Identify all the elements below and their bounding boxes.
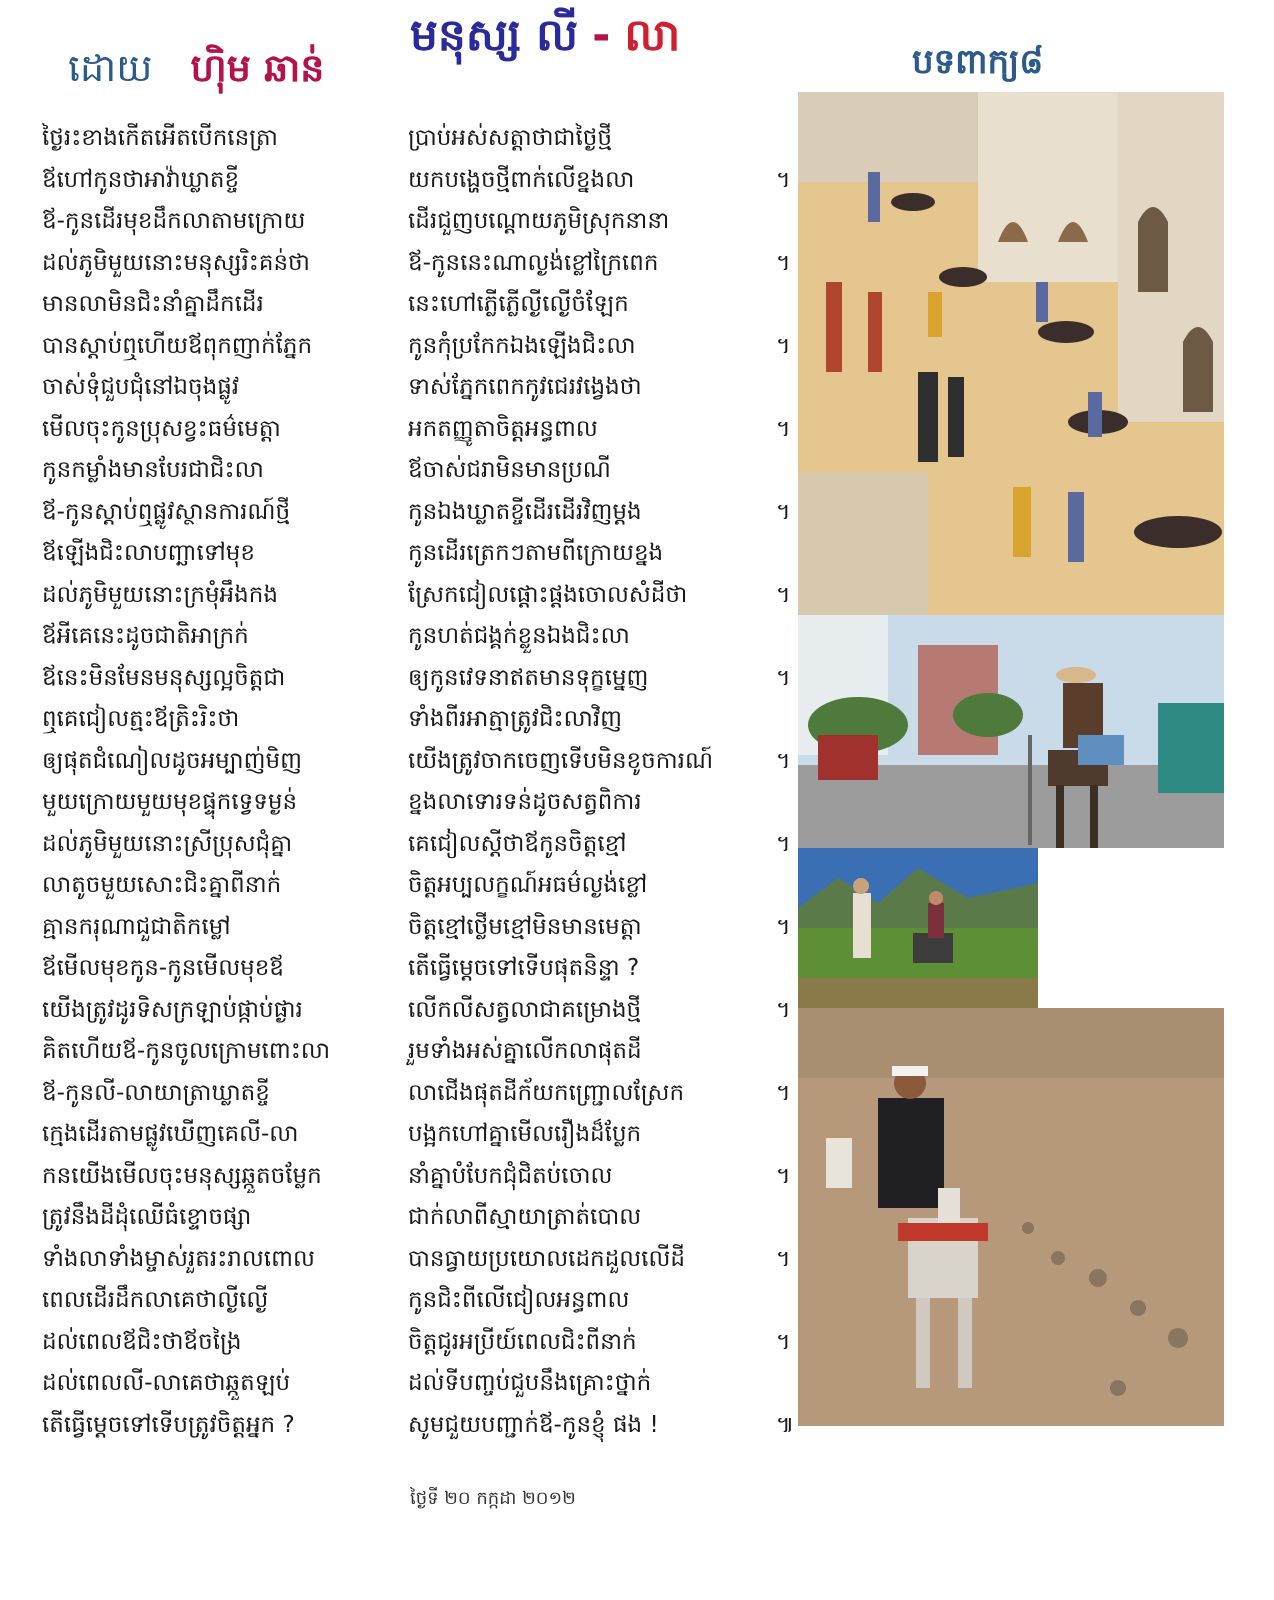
poem-line-punct: ។ [776, 582, 791, 608]
poem-line-left: ឲ្យផុតជំណៀលដូចអម្បាញ់មិញ [42, 747, 302, 774]
poem-line [42, 1363, 802, 1405]
poem-line-right: បានធ្វាយប្រយោលដេកដួលលើដី [408, 1245, 685, 1272]
poem-line [42, 1031, 802, 1073]
poem-line [42, 409, 802, 451]
poem-line-punct: ។ [776, 748, 791, 774]
poem-line [42, 1156, 802, 1198]
poem [42, 118, 802, 1446]
poem-line-right: យកបង្ហេចថ្មីពាក់លើខ្នងលា [408, 166, 635, 193]
poem-line-punct: ។ [776, 1163, 791, 1189]
poem-line-punct: ។ [776, 997, 791, 1023]
poem-line-punct: ។ [776, 914, 791, 940]
poem-line [42, 243, 802, 285]
poem-line-right: អកតញ្ញូតាចិត្តអន្ធពាល [408, 415, 598, 442]
poem-line [42, 284, 802, 326]
title-dash: - [592, 10, 611, 61]
poem-line-left: ដល់ភូមិមួយនោះក្រមុំអឹងកង [42, 581, 278, 608]
poem-line [42, 575, 802, 617]
poem-line [42, 367, 802, 409]
poem-line-right: ស្រែកជៀលផ្តោះផ្តងចោលសំដីថា [408, 581, 688, 608]
poem-line [42, 533, 802, 575]
poem-line [42, 865, 802, 907]
poem-line-punct: ។ [776, 250, 791, 276]
poem-line-right: ទាំងពីរអាត្មាត្រូវជិះលាវិញ [408, 706, 623, 732]
poem-line-left: លាតូចមួយសោះជិះគ្នាពីនាក់ [42, 872, 282, 898]
poem-line-left: ដល់ភូមិមួយនោះស្រីប្រុសជុំគ្នា [42, 830, 293, 857]
poem-line [42, 1280, 802, 1322]
poem-line-right: ចិត្តអប្បលក្ខណ៍អធម៌ល្ងង់ខ្លៅ [408, 872, 648, 898]
poem-line-right: តើធ្វើម្តេចទៅទើបផុតនិន្ទា ? [408, 955, 640, 981]
field-image [798, 848, 1038, 1008]
poem-line [42, 1405, 802, 1447]
poem-line-left: បានស្តាប់ឮហើយឪពុកញាក់ភ្នែក [42, 332, 313, 359]
poem-line-left: ឪ-កូនស្តាប់ឮផ្លូវស្ថានការណ៍ថ្មី [42, 498, 291, 525]
poem-line-punct: ។ [776, 1329, 791, 1355]
poem-line-right: នេះហៅភ្លើភ្លើល្ងីល្ងើចំឡែក [408, 291, 629, 317]
poem-line-left: មានលាមិនជិះនាំគ្នាដឹកដើរ [42, 291, 264, 317]
poem-line-right: ទាស់ភ្នែកពេកកូវជេរវង្វេងថា [408, 374, 642, 400]
poem-line [42, 948, 802, 990]
poem-line-left: ដល់ភូមិមួយនោះមនុស្សរិះគន់ថា [42, 249, 310, 276]
page-title [410, 8, 680, 72]
poem-line [42, 990, 802, 1032]
poem-line-right: កូនហត់ជង្គក់ខ្លួនឯងជិះលា [408, 623, 630, 649]
poem-date: ថ្ងៃទី ២០ កក្កដា ២០១២ [410, 1488, 576, 1509]
poem-line-left: ឪ-កូនដើរមុខដឹកលាតាមក្រោយ [42, 208, 306, 234]
poem-line-left: គិតហើយឪ-កូនចូលក្រោមពោះលា [42, 1038, 331, 1064]
poem-line [42, 450, 802, 492]
poem-line-left: ក្មេងដើរតាមផ្លូវឃើញគេលី-លា [42, 1121, 299, 1147]
poem-line-right: កូនកុំប្រកែកឯងឡើងជិះលា [408, 332, 636, 359]
poem-line-right: កូនដើរត្រេកៗតាមពីក្រោយខ្នង [408, 540, 664, 566]
poem-line [42, 326, 802, 368]
poem-line-right: រួមទាំងអស់គ្នាលើកលាផុតដី [408, 1038, 642, 1064]
poem-line-right: យើងត្រូវចាកចេញទើបមិនខូចការណ៍ [408, 747, 714, 774]
poem-line-left: ឪ-កូនលី-លាយាត្រាឃ្លាតខ្ចី [42, 1079, 270, 1106]
author-prefix: ដោយ [68, 46, 153, 90]
poem-line-punct: ។ [776, 831, 791, 857]
poem-line [42, 1114, 802, 1156]
poem-line-punct: ។ [776, 167, 791, 193]
poem-line-punct: ។ [776, 333, 791, 359]
poem-line [42, 658, 802, 700]
poem-line-right: សូមជួយបញ្ជាក់ឪ-កូនខ្ញុំ ផង ! [408, 1411, 659, 1438]
poem-line [42, 160, 802, 202]
poem-line-left: ពេលដើរដឹកលាគេថាល្ងីល្ងើ [42, 1287, 269, 1313]
poem-line [42, 1239, 802, 1281]
poem-line [42, 782, 802, 824]
poem-line-right: ប្រាប់អស់សត្តាថាជាថ្ងៃថ្មី [408, 125, 612, 151]
poem-line [42, 824, 802, 866]
poem-line [42, 1197, 802, 1239]
poem-line-right: នាំគ្នាបំបែកជុំជិតប់ចោល [408, 1162, 613, 1189]
poem-line-punct: ។ [776, 416, 791, 442]
author-name: ហ៊ិម ឆាន់ [190, 46, 325, 90]
poem-line-left: ឪអីគេនេះដូចជាតិអាក្រក់ [42, 623, 249, 649]
poem-line-right: កូនជិះពីលើជៀលអន្ធពាល [408, 1287, 630, 1313]
poem-line-left: គ្មានករុណាជួជាតិកម្លៅ [42, 913, 231, 940]
poem-line-right: លើកលីសត្វលាជាគម្រោងថ្មី [408, 996, 642, 1023]
poem-line-left: មួយក្រោយមួយមុខផ្ទុកទ្វេទម្ងន់ [42, 789, 298, 815]
poem-line-left: ទាំងលាទាំងម្ចាស់រួតរះរាលពោល [42, 1245, 315, 1272]
poem-line-right: ចិត្តជូរអប្រីយ៍ពេលជិះពីនាក់ [408, 1328, 637, 1355]
title-part1: មនុស្ស លី [410, 10, 579, 61]
poem-line-punct: ។ [776, 1246, 791, 1272]
poem-line-left: ដល់ពេលឪជិះថាឪចង្រៃ [42, 1328, 242, 1355]
poem-line-left: តើធ្វើម្តេចទៅទើបត្រូវចិត្តអ្នក ? [42, 1411, 295, 1438]
poem-line-left: កូនកម្លាំងមានបែរជាជិះលា [42, 457, 264, 483]
poem-line-left: មើលចុះកូនប្រុសខ្វះធម៌មេត្តា [42, 415, 281, 442]
poem-line-left: កនយើងមើលចុះមនុស្សឆ្កួតចម្លែក [42, 1162, 322, 1189]
poem-line-left: ថ្ងៃរះខាងកើតអើតបើកនេត្រា [42, 125, 278, 151]
poem-line-left: ត្រូវនឹងដីដុំឈើធំខ្ទោចផ្សា [42, 1204, 252, 1230]
poem-line-right: កូនឯងឃ្លាតខ្ចីដើរដើរវិញម្តង [408, 498, 642, 525]
poem-line-right: ឪ-កូននេះណាល្ងង់ខ្លៅក្រៃពេក [408, 249, 659, 276]
author-line [68, 44, 324, 100]
poem-line [42, 1073, 802, 1115]
poem-line [42, 201, 802, 243]
poem-line [42, 907, 802, 949]
title-part2: លា [624, 10, 681, 61]
poem-line-left: ឪនេះមិនមែនមនុស្សល្អចិត្តជា [42, 664, 286, 691]
desert-image [798, 1008, 1224, 1426]
poem-line [42, 1322, 802, 1364]
poem-line-right: គេជៀលស្តីថាឪកូនចិត្តខ្មៅ [408, 830, 627, 857]
poem-line-left: យើងត្រូវដូរទិសក្រឡាប់ផ្កាប់ផ្ងារ [42, 996, 303, 1023]
poem-line-left: ដល់ពេលលី-លាគេថាឆ្កួតឡប់ [42, 1370, 291, 1396]
poem-line-right: បង្អកហៅគ្នាមើលរឿងដ៏ប្លែក [408, 1121, 642, 1147]
poem-line-right: ដល់ទីបញ្ចប់ជួបនឹងគ្រោះថ្នាក់ [408, 1370, 652, 1396]
poem-line [42, 492, 802, 534]
poem-line-left: ឪមើលមុខកូន-កូនមើលមុខឪ [42, 955, 284, 981]
poem-line [42, 616, 802, 658]
painting-image [798, 92, 1224, 615]
poem-line-left: ឪហៅកូនថាអាវ៉ាឃ្លាតខ្ចី [42, 166, 240, 193]
poem-line-punct: ។ [776, 499, 791, 525]
poem-line-left: ឪឡើងជិះលាបញ្ឆាទៅមុខ [42, 540, 255, 566]
poem-line-right: លាជើងផុតដីក័យកញ្ជ្រោលស្រែក [408, 1079, 685, 1106]
poem-line-right: ឲ្យកូនវេទនាឥតមានទុក្ខម្នេញ [408, 664, 649, 691]
poem-line-punct: ៕ [776, 1412, 795, 1438]
poem-line-punct: ។ [776, 665, 791, 691]
poem-line-right: ខ្នងលាទោរទន់ដូចសត្វពិការ [408, 789, 642, 815]
poem-line [42, 118, 802, 160]
poem-line-left: ចាស់ទុំជួបជុំនៅឯចុងផ្លូវ [42, 374, 240, 400]
poem-line-punct: ។ [776, 1080, 791, 1106]
poem-line-right: ចិត្តខ្មៅថ្លើមខ្មៅមិនមានមេត្តា [408, 913, 642, 940]
poem-line-right: ឪចាស់ជរាមិនមានប្រណី [408, 457, 611, 483]
poem-line [42, 699, 802, 741]
poem-line-right: ជាក់លាពីស្មាយាត្រាត់បោល [408, 1204, 642, 1230]
poem-line-left: ឮគេជៀលត្មះឪត្រិះរិះថា [42, 706, 240, 732]
street-image [798, 615, 1224, 848]
meter-label: បទពាក្យ៨ [912, 42, 1044, 82]
poem-line-right: ដើរជួញបណ្តោយភូមិស្រុកនានា [408, 208, 670, 234]
poem-line [42, 741, 802, 783]
illustrations [798, 92, 1224, 1426]
